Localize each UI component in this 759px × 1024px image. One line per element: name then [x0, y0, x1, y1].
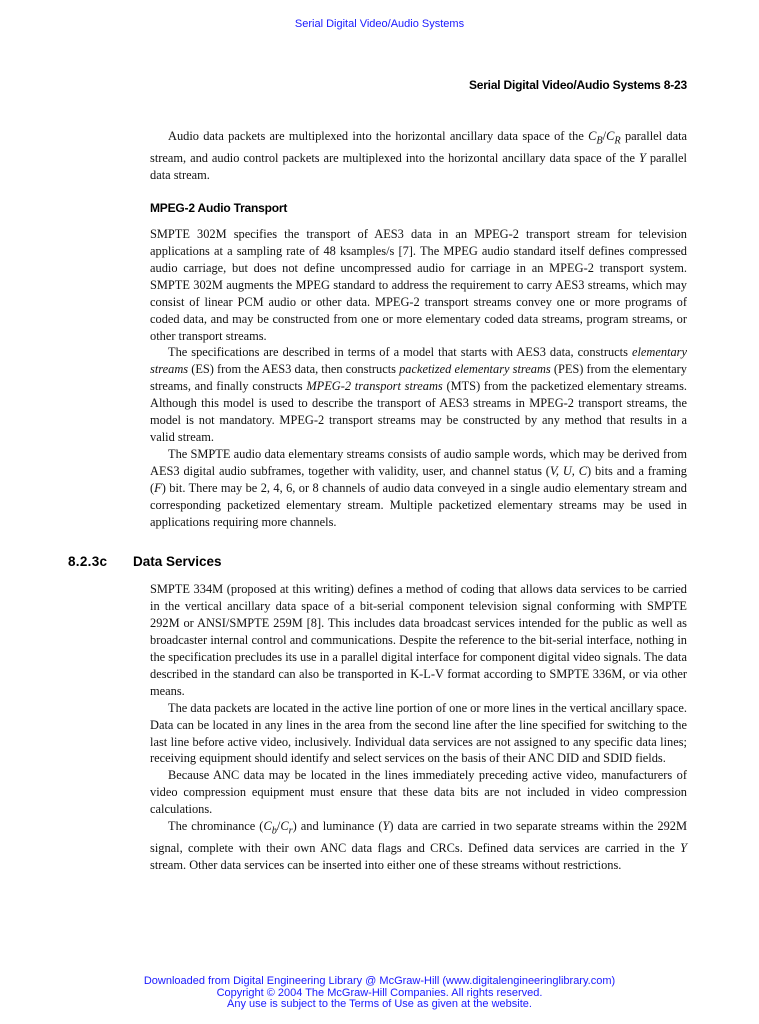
text-run: ) bits and a framing (	[150, 463, 688, 495]
text-run: parallel data stream.	[150, 151, 687, 183]
math-cr: C	[280, 819, 289, 834]
term-packetized-elementary-streams: packetized elementary streams	[399, 362, 551, 377]
mpeg-paragraph-2	[150, 344, 687, 445]
math-slash: /	[602, 129, 607, 143]
footer-copyright: Copyright © 2004 The McGraw-Hill Companies. All rights reserved.	[216, 986, 543, 999]
text-run: parallel data stream, and audio control packets are multiplexed into the horizontal ancillary data space of the	[150, 129, 688, 166]
term-vuc-bits: V, U, C	[549, 463, 587, 478]
footer-download-link[interactable]: Downloaded from Digital Engineering Library @ McGraw-Hill (www.digitalengineeringlibrary.com)	[143, 975, 616, 987]
text-run: ) data are carried in two separate streams within the 292M signal, complete with their own ANC data flags and CRCs. Defined data services are carried in the	[150, 819, 687, 856]
math-y: Y	[680, 841, 687, 856]
footer-notice	[0, 976, 759, 1011]
running-head: Serial Digital Video/Audio Systems 8-23	[468, 78, 687, 92]
data-services-paragraph-3: Because ANC data may be located in the lines immediately preceding active video, manufacturers of video compression equipment must ensure that these data bits are not included in video compression calculations.	[150, 768, 687, 817]
mpeg-paragraph-3	[150, 446, 687, 531]
math-cb: C	[263, 819, 272, 834]
footer-terms-link[interactable]: Any use is subject to the Terms of Use as given at the website.	[227, 998, 532, 1010]
intro-paragraph	[150, 128, 687, 184]
math-sub-b: B	[596, 135, 603, 147]
page-body	[68, 128, 688, 874]
section-title: Data Services	[133, 554, 222, 570]
math-sub-r: R	[614, 135, 621, 147]
math-y: Y	[382, 819, 390, 834]
data-services-paragraph-4	[150, 818, 687, 874]
section-heading-data-services	[68, 554, 687, 572]
text-run: ) bit. There may be 2, 4, 6, or 8 channels of audio data conveyed in a single audio elementary stream and corresponding packetized elementary stream. Multiple packetized elementary streams may be used in applications requiring more channels.	[150, 480, 687, 529]
math-sub-r: r	[288, 825, 293, 837]
text-run: ) and luminance (	[292, 819, 383, 834]
math-sub-b: b	[271, 825, 277, 837]
data-services-paragraph-2: The data packets are located in the active line portion of one or more lines in the vertical ancillary space. Data can be located in any lines in the area from the second line after the line specified for switching to the last line before active video, inclusively. Individual data services are not assigned to any specific data lines; receiving equipment should identify and select services on the basis of their ANC DID and SDID fields.	[150, 700, 687, 766]
math-y: Y	[638, 151, 646, 166]
text-run: stream. Other data services can be inserted into either one of these streams without restrictions.	[150, 858, 622, 873]
term-elementary-streams: elementary streams	[150, 345, 687, 377]
section-number: 8.2.3c	[68, 554, 108, 570]
text-run: (PES) from the elementary streams, and finally constructs	[150, 362, 687, 394]
top-title-link[interactable]: Serial Digital Video/Audio Systems	[294, 18, 465, 30]
subsection-heading-mpeg2: MPEG-2 Audio Transport	[150, 201, 288, 216]
text-run: (MTS) from the packetized elementary streams. Although this model is used to describe the transport of AES3 streams in MPEG-2 transport streams, the model is not mandatory. MPEG-2 transport streams may be constructed by any method that results in a valid stream.	[150, 379, 687, 444]
term-mpeg2-transport-streams: MPEG-2 transport streams	[306, 379, 443, 394]
text-run: The chrominance (	[168, 819, 264, 834]
math-cr: C	[606, 129, 615, 143]
text-run: Audio data packets are multiplexed into the horizontal ancillary data space of the	[168, 129, 589, 143]
text-run: The SMPTE audio data elementary streams consists of audio sample words, which may be derived from AES3 digital audio subframes, together with validity, user, and channel status (	[150, 446, 687, 478]
term-f-bit: F	[154, 480, 162, 495]
mpeg-paragraph-1: SMPTE 302M specifies the transport of AES3 data in an MPEG-2 transport stream for television applications at a sampling rate of 48 ksamples/s [7]. The MPEG audio standard itself defines compressed audio carriage, but does not define uncompressed audio for carriage in an MPEG-2 transport system. SMPTE 302M augments the MPEG standard to address the requirement to carry AES3 streams, which may consist of linear PCM audio or other data. MPEG-2 transport streams convey one or more programs of coded data, and may be constructed from one or more elementary coded data streams, program streams, or other transport streams.	[150, 227, 687, 343]
text-run: (ES) from the AES3 data, then constructs	[188, 362, 400, 377]
text-run: The specifications are described in terms of a model that starts with AES3 data, constructs	[168, 345, 632, 360]
math-slash: /	[276, 819, 281, 834]
math-cb: C	[588, 129, 597, 143]
data-services-paragraph-1: SMPTE 334M (proposed at this writing) defines a method of coding that allows data services to be carried in the vertical ancillary data space of a bit-serial component television signal conforming with SMPTE 292M or ANSI/SMPTE 259M [8]. This includes data broadcast services intended for the public as well as broadcaster internal control and communications. Despite the reference to the bit-serial interface, nothing in the specification precludes its use in a parallel digital interface for component digital video signals. The data described in the standard can also be transported in K-L-V format according to SMPTE 336M, or via other means.	[150, 582, 687, 698]
